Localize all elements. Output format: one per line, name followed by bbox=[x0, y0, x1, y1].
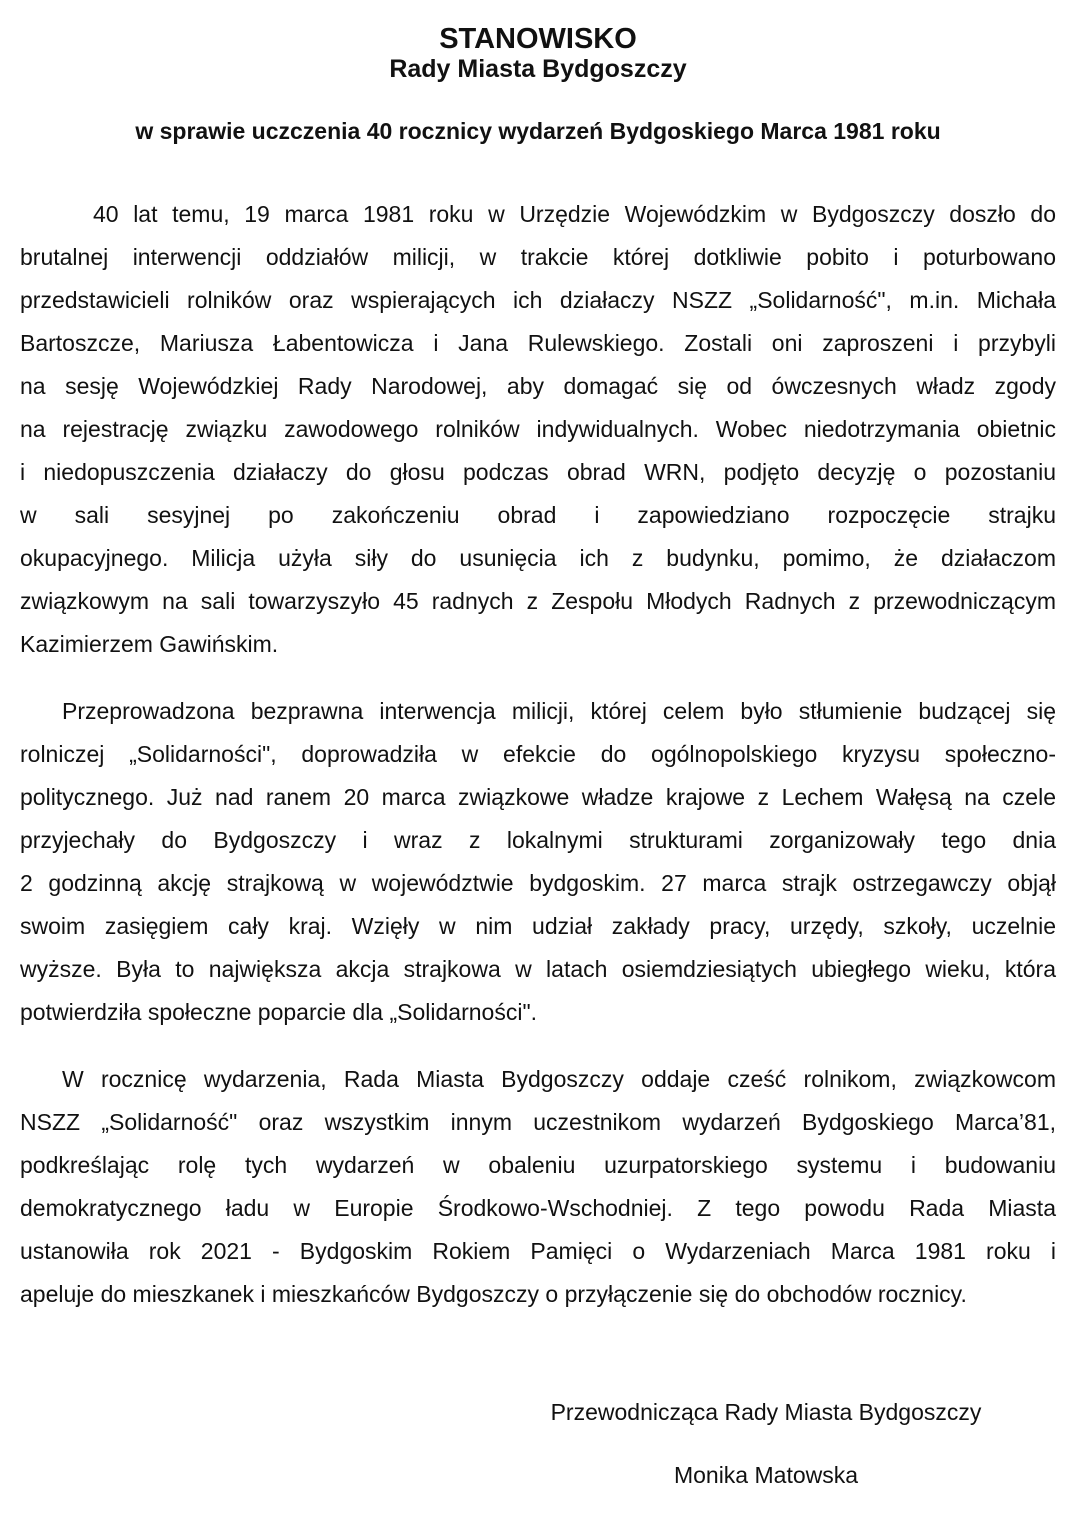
text-line: podkreślając rolę tych wydarzeń w obaleniu uzurpatorskiego systemu i budowaniu bbox=[20, 1152, 1056, 1178]
text-line: Przeprowadzona bezprawna interwencja milicji, której celem było stłumienie budzącej się bbox=[62, 698, 1056, 724]
text-line: przyjechały do Bydgoszczy i wraz z lokalnymi strukturami zorganizowały tego dnia bbox=[20, 827, 1056, 853]
text-line: wyższe. Była to największa akcja strajkowa w latach osiemdziesiątych ubiegłego wieku, która bbox=[20, 956, 1056, 982]
text-line: rolniczej „Solidarności", doprowadziła w efekcie do ogólnopolskiego kryzysu społeczno- bbox=[20, 741, 1056, 767]
text-line: związkowym na sali towarzyszyło 45 radnych z Zespołu Młodych Radnych z przewodniczącym bbox=[20, 588, 1056, 614]
text-line: NSZZ „Solidarność" oraz wszystkim innym uczestnikom wydarzeń Bydgoskiego Marca’81, bbox=[20, 1109, 1056, 1135]
text-line: i niedopuszczenia działaczy do głosu podczas obrad WRN, podjęto decyzję o pozostaniu bbox=[20, 459, 1056, 485]
document-title: STANOWISKO bbox=[439, 23, 637, 55]
text-line: Kazimierzem Gawińskim. bbox=[20, 631, 279, 657]
text-line: okupacyjnego. Milicja użyła siły do usunięcia ich z budynku, pomimo, że działaczom bbox=[20, 545, 1056, 571]
paragraph bbox=[20, 690, 1056, 1034]
document-subject: w sprawie uczczenia 40 rocznicy wydarzeń Bydgoskiego Marca 1981 roku bbox=[135, 118, 941, 144]
text-line: politycznego. Już nad ranem 20 marca związkowe władze krajowe z Lechem Wałęsą na czele bbox=[20, 784, 1056, 810]
text-line: brutalnej interwencji oddziałów milicji, w trakcie której dotkliwie pobito i poturbowano bbox=[20, 244, 1056, 270]
signature-name: Monika Matowska bbox=[673, 1462, 859, 1488]
signature-role: Przewodnicząca Rady Miasta Bydgoszczy bbox=[550, 1399, 982, 1425]
text-line: 2 godzinną akcję strajkową w województwie bydgoskim. 27 marca strajk ostrzegawczy objął bbox=[20, 870, 1056, 896]
text-line: 40 lat temu, 19 marca 1981 roku w Urzędzie Wojewódzkim w Bydgoszczy doszło do bbox=[93, 201, 1056, 227]
text-line: na rejestrację związku zawodowego rolników indywidualnych. Wobec niedotrzymania obietnic bbox=[20, 416, 1056, 442]
text-line: Bartoszcze, Mariusza Łabentowicza i Jana Rulewskiego. Zostali oni zaproszeni i przybyli bbox=[20, 330, 1056, 356]
document-body bbox=[20, 193, 1056, 1316]
text-line: W rocznicę wydarzenia, Rada Miasta Bydgoszczy oddaje cześć rolnikom, związkowcom bbox=[62, 1066, 1056, 1092]
text-line: na sesję Wojewódzkiej Rady Narodowej, aby domagać się od ówczesnych władz zgody bbox=[20, 373, 1056, 399]
text-line: swoim zasięgiem cały kraj. Wzięły w nim udział zakłady pracy, urzędy, szkoły, uczelnie bbox=[20, 913, 1056, 939]
text-line: apeluje do mieszkanek i mieszkańców Bydgoszczy o przyłączenie się do obchodów rocznicy. bbox=[20, 1281, 967, 1307]
text-line: w sali sesyjnej po zakończeniu obrad i zapowiedziano rozpoczęcie strajku bbox=[20, 502, 1056, 528]
text-line: potwierdziła społeczne poparcie dla „Solidarności". bbox=[20, 999, 537, 1025]
document-organization: Rady Miasta Bydgoszczy bbox=[389, 55, 687, 83]
text-line: ustanowiła rok 2021 - Bydgoskim Rokiem Pamięci o Wydarzeniach Marca 1981 roku i bbox=[20, 1238, 1056, 1264]
text-line: demokratycznego ładu w Europie Środkowo-Wschodniej. Z tego powodu Rada Miasta bbox=[20, 1195, 1056, 1221]
paragraph bbox=[20, 1058, 1056, 1316]
paragraph bbox=[20, 193, 1056, 666]
signature-block bbox=[476, 1391, 1056, 1497]
text-line: przedstawicieli rolników oraz wspierających ich działaczy NSZZ „Solidarność", m.in. Michała bbox=[20, 287, 1056, 313]
